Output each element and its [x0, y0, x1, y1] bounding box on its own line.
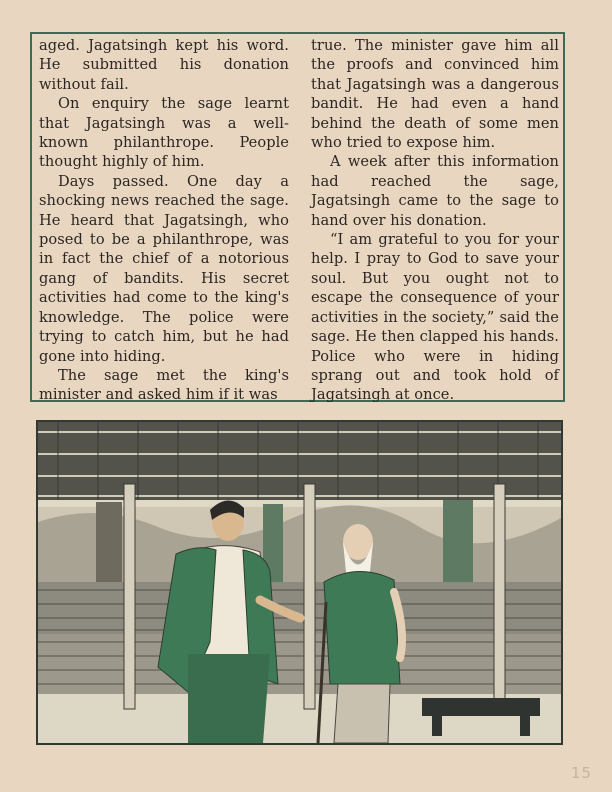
story-paragraph: aged. Jagatsingh kept his word. He submitted his donation without fail. — [39, 37, 289, 93]
story-paragraph: true. The minister gave him all the proofs and convinced him that Jagatsingh was a dangerous bandit. He had even a hand behind the death of some men who tried to expose him. — [311, 37, 559, 152]
page-number: 15 — [570, 764, 592, 782]
story-text-frame — [30, 32, 565, 402]
story-column-right — [311, 36, 559, 405]
story-paragraph: On enquiry the sage learnt that Jagatsingh was a well-known philanthrope. People thought highly of him. — [39, 95, 289, 171]
story-column-left — [39, 36, 289, 405]
story-paragraph: A week after this information had reached the sage, Jagatsingh came to the sage to hand over his donation. — [311, 153, 559, 229]
story-illustration — [36, 420, 563, 745]
story-paragraph: “I am grateful to you for your help. I pray to God to save your soul. But you ought not to escape the consequence of your activities in the society,” said the sage. He then clapped his hands. Police who were in hiding sprang out and took hold of Jagatsingh at once. — [311, 231, 559, 404]
story-paragraph: The sage met the king's minister and asked him if it was — [39, 366, 289, 404]
story-paragraph: Days passed. One day a shocking news reached the sage. He heard that Jagatsingh, who posed to be a philanthrope, was in fact the chief of a notorious gang of bandits. His secret activities had come to the king's knowledge. The police were trying to catch him, but he had gone into hiding. — [39, 172, 289, 365]
